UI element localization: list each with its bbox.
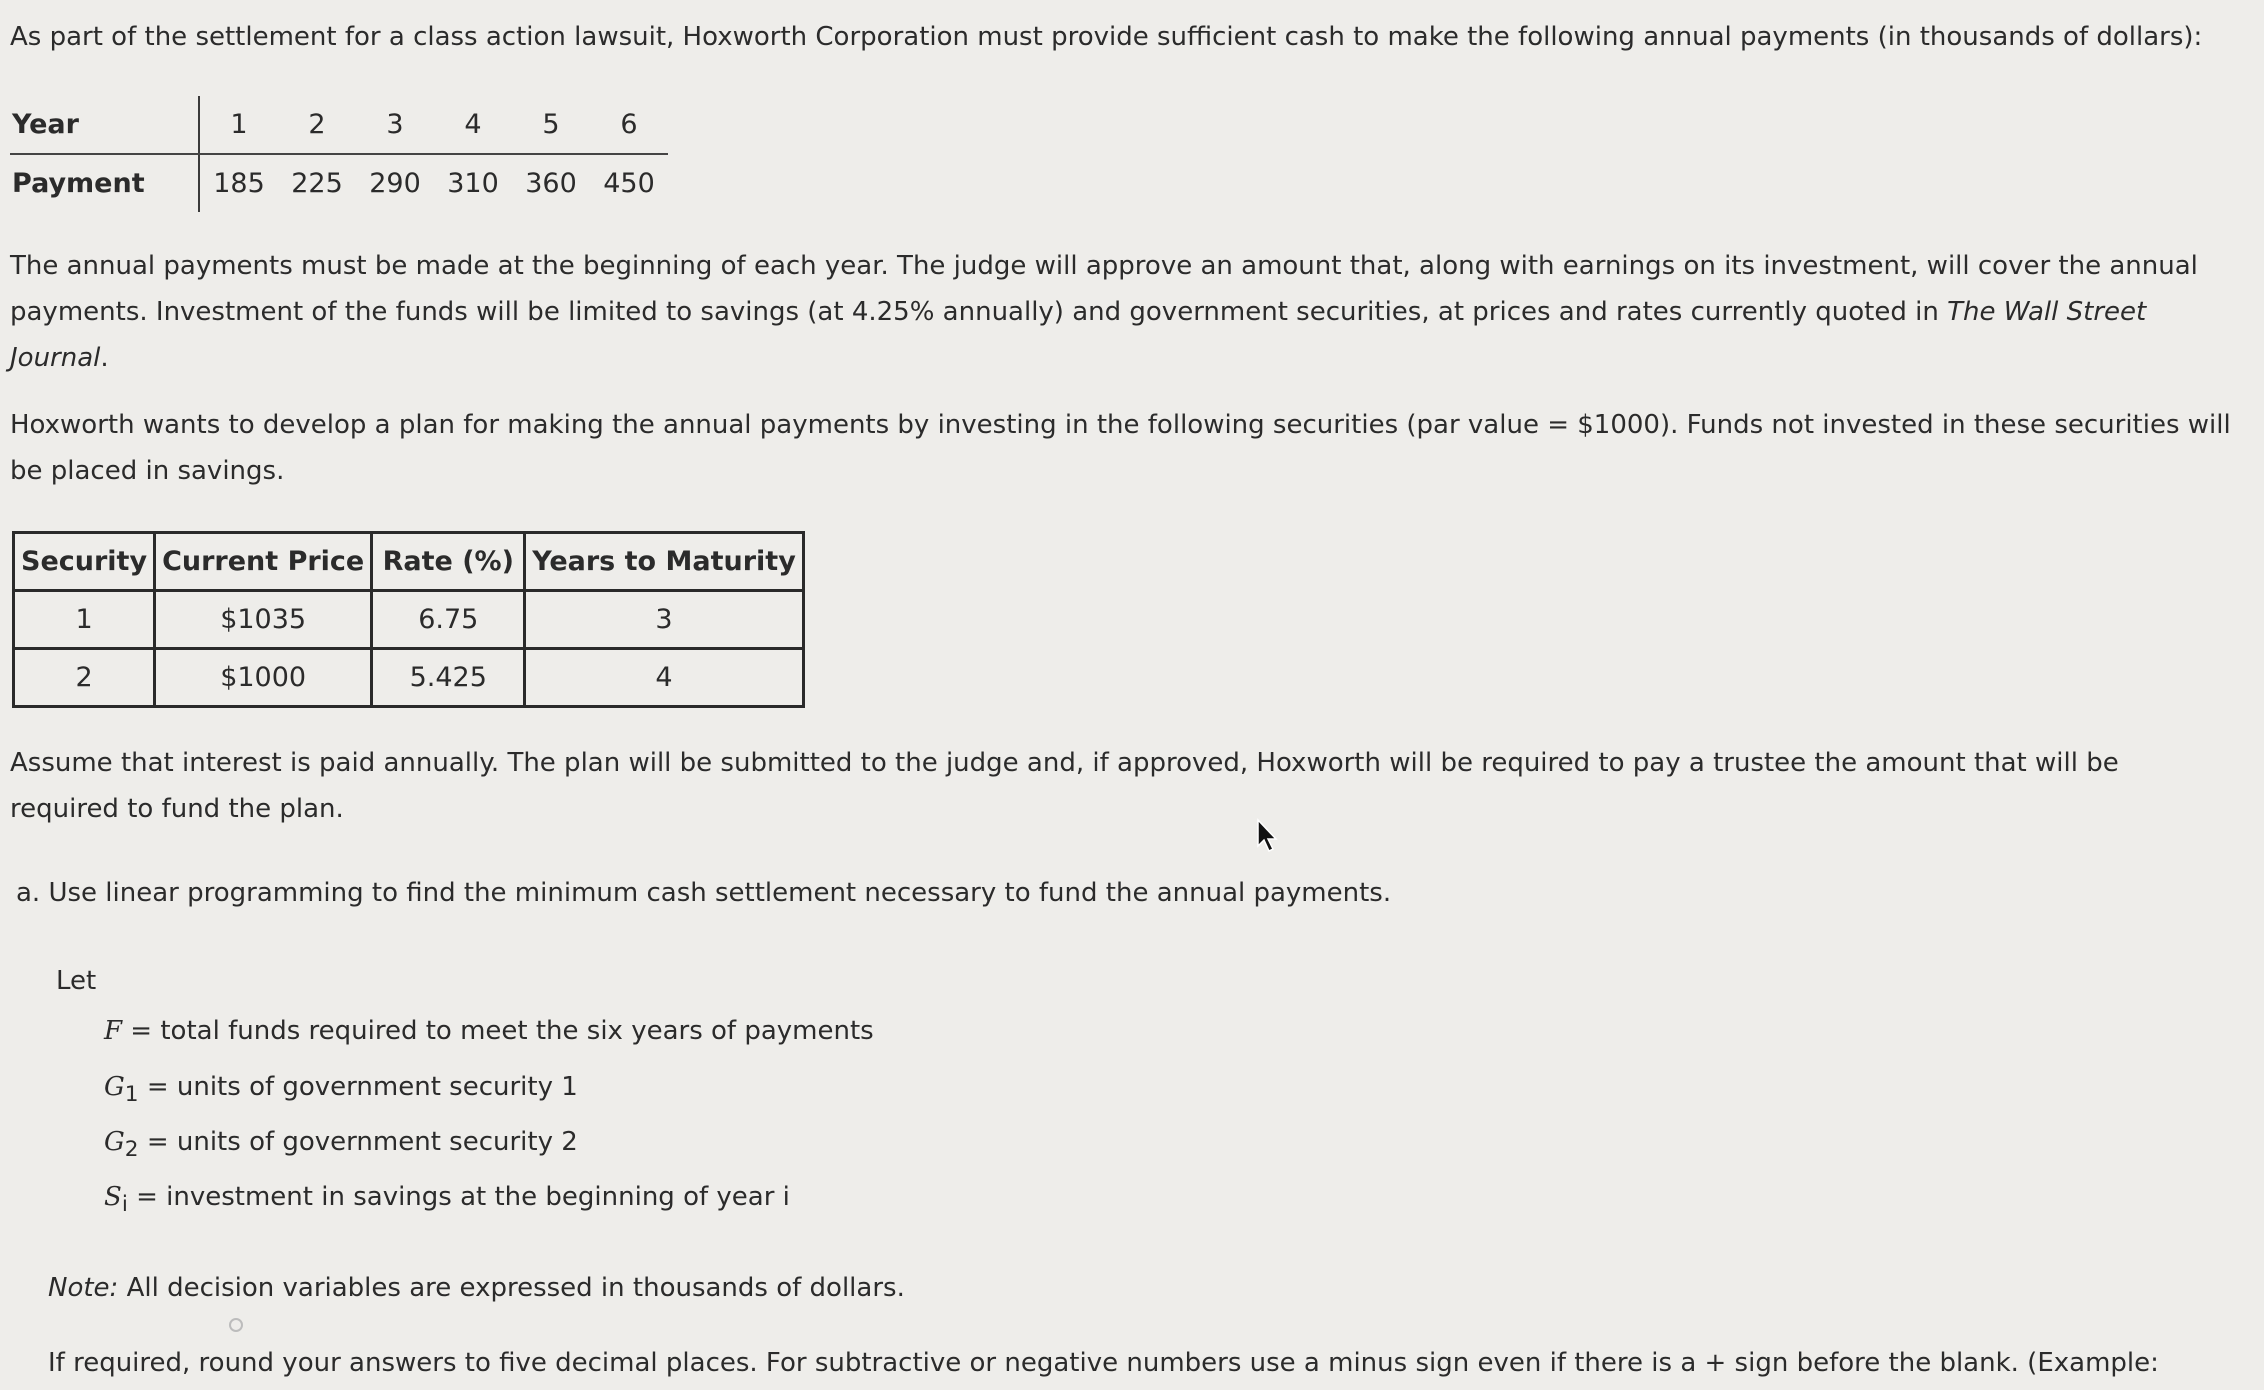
note-body: All decision variables are expressed in thousands of dollars. [118,1273,905,1303]
variable-subscript: i [121,1192,128,1218]
paragraph-securities-plan: Hoxworth wants to develop a plan for making the annual payments by investing in the following securities (par value = $1000). Funds not invested in these securities will be placed in savings. [10,410,2231,486]
question-a: a. Use linear programming to find the minimum cash settlement necessary to fund the annual payments. [16,878,1392,908]
journal-title: The Wall Street Journal [10,297,2147,373]
note-text [48,1265,2264,1311]
year-cell: 5 [512,96,590,154]
variable-name: S [104,1182,122,1212]
definition-text: = units of government security 2 [138,1127,578,1157]
definition-text: = investment in savings at the beginning of year i [127,1182,790,1212]
paragraph-2-text: The annual payments must be made at the beginning of each year. The judge will approve an amount that, along with earnings on its investment, will cover the annual payments. Investment of the funds will be limited to savings (at 4.25% annually) and government securities, at prices and rates currently quoted in [10,251,2198,327]
payment-cell: 225 [291,168,343,199]
note-label: Note: [48,1273,119,1303]
securities-header-row [14,533,804,591]
mouse-pointer-icon [1256,818,1280,854]
definition-si [104,1182,790,1217]
variable-name: F [104,1016,123,1046]
header-current-price: Current Price [155,533,372,591]
paragraph-2-end: . [100,343,109,373]
paragraph-payments-rules [10,243,2250,381]
paragraph-assumptions: Assume that interest is paid annually. The plan will be submitted to the judge and, if approved, Hoxworth will be required to pay a trustee the amount that will be required to fund the plan. [10,748,2119,824]
small-circle-icon [229,1318,243,1332]
year-cell: 3 [356,96,434,154]
variable-subscript: 1 [124,1082,139,1108]
header-years-to-maturity: Years to Maturity [525,533,804,591]
rounding-instructions: If required, round your answers to five decimal places. For subtractive or negative numbers use a minus sign even if there is a + sign before the blank. (Example: [48,1348,2159,1378]
security-id: 1 [14,591,155,649]
payment-row-label: Payment [10,154,199,212]
year-cell: 6 [590,96,668,154]
payment-cell: 290 [369,168,421,199]
security-years: 3 [525,591,804,649]
definition-text: = units of government security 1 [138,1072,578,1102]
header-rate: Rate (%) [372,533,525,591]
year-cell: 4 [434,96,512,154]
securities-table [12,531,805,708]
year-row [10,96,668,154]
variable-name: G [104,1127,125,1157]
security-rate: 6.75 [372,591,525,649]
payment-row [10,154,668,212]
payment-cell: 450 [603,168,655,199]
year-cell: 1 [199,96,278,154]
security-price: $1035 [155,591,372,649]
payment-cell: 360 [525,168,577,199]
definition-g2 [104,1127,578,1162]
year-cell: 2 [278,96,356,154]
payment-cell: 185 [213,168,265,199]
variable-name: G [104,1072,125,1102]
security-id: 2 [14,649,155,707]
header-security: Security [14,533,155,591]
security-rate: 5.425 [372,649,525,707]
payment-cell: 310 [447,168,499,199]
intro-text: As part of the settlement for a class action lawsuit, Hoxworth Corporation must provide sufficient cash to make the following annual payments (in thousands of dollars): [10,22,2203,52]
definition-f [104,1016,874,1046]
payments-table [10,96,668,212]
security-years: 4 [525,649,804,707]
definition-text: = total funds required to meet the six years of payments [122,1016,874,1046]
table-row [14,591,804,649]
security-price: $1000 [155,649,372,707]
definition-g1 [104,1072,578,1107]
year-row-label: Year [10,96,199,154]
table-row [14,649,804,707]
let-label: Let [56,966,97,996]
variable-subscript: 2 [124,1137,139,1163]
